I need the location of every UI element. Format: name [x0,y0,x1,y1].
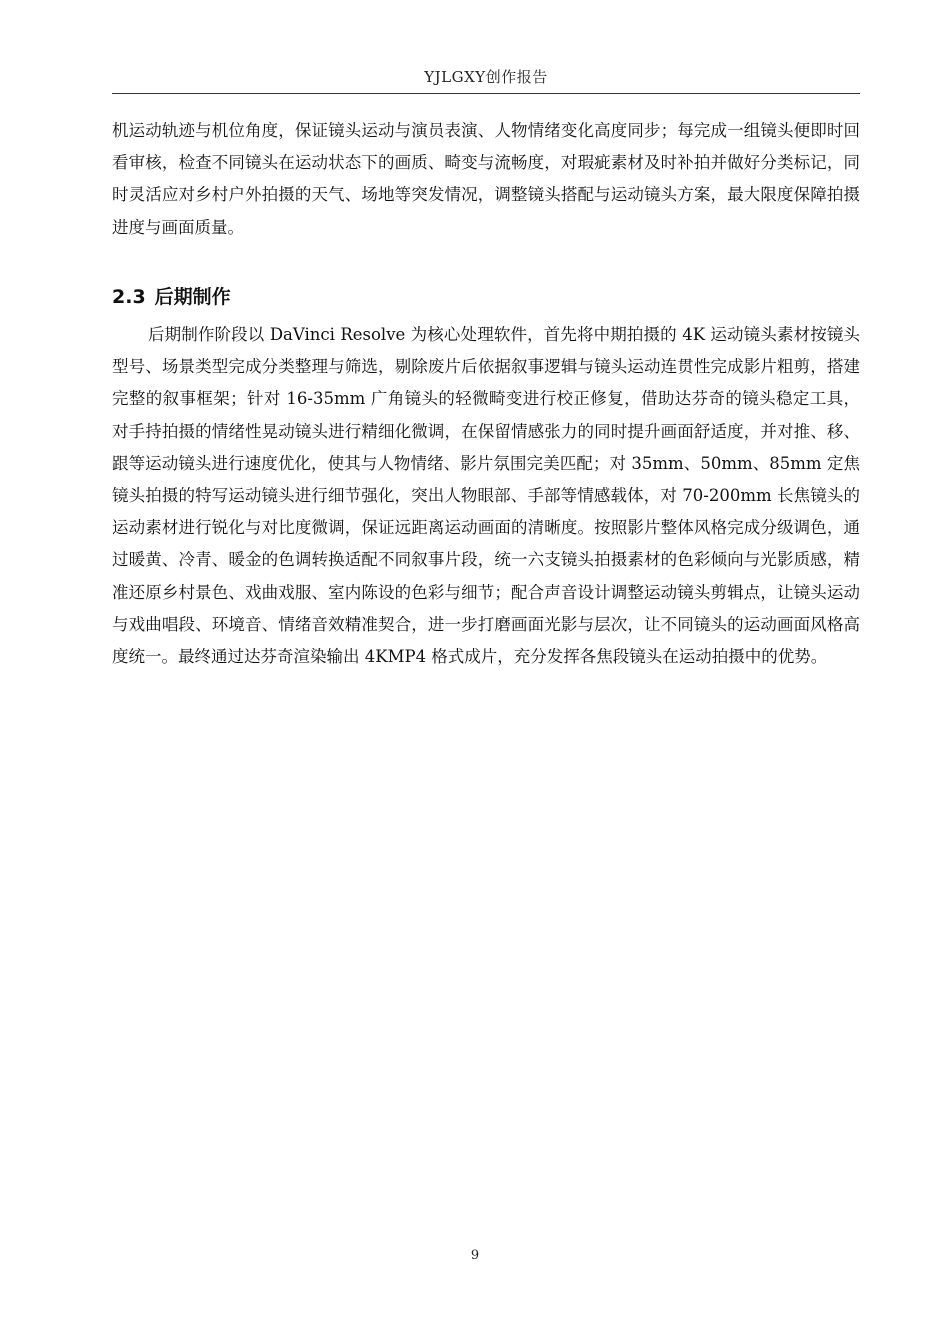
header-divider [112,93,860,94]
section-title: 后期制作 [154,286,231,308]
body-paragraph-post-production: 后期制作阶段以 DaVinci Resolve 为核心处理软件，首先将中期拍摄的 4K 运动镜头素材按镜头型号、场景类型完成分类整理与筛选，剔除废片后依据叙事逻辑与镜头运动连贯性完成影片粗剪，搭建完整的叙事框架；针对 16-35mm 广角镜头的轻微畸变进行校正修复，借助达芬奇的镜头稳定工具，对手持拍摄的情绪性晃动镜头进行精细化微调，在保留情感张力的同时提升画面舒适度，并对推、移、跟等运动镜头进行速度优化，使其与人物情绪、影片氛围完美匹配；对 35mm、50mm、85mm 定焦镜头拍摄的特写运动镜头进行细节强化，突出人物眼部、手部等情感载体，对 70-200mm 长焦镜头的运动素材进行锐化与对比度微调，保证远距离运动画面的清晰度。按照影片整体风格完成分级调色，通过暖黄、冷青、暖金的色调转换适配不同叙事片段，统一六支镜头拍摄素材的色彩倾向与光影质感，精准还原乡村景色、戏曲戏服、室内陈设的色彩与细节；配合声音设计调整运动镜头剪辑点，让镜头运动与戏曲唱段、环境音、情绪音效精准契合，进一步打磨画面光影与层次，让不同镜头的运动画面风格高度统一。最终通过达芬奇渲染输出 4KMP4 格式成片，充分发挥各焦段镜头在运动拍摄中的优势。 [112,325,860,667]
running-header: YJLGXY创作报告 [424,68,548,86]
page-number: 9 [470,1248,480,1263]
section-number: 2.3 [112,286,146,308]
section-heading [112,282,231,312]
body-paragraph-continued: 机运动轨迹与机位角度，保证镜头运动与演员表演、人物情绪变化高度同步；每完成一组镜头便即时回看审核，检查不同镜头在运动状态下的画质、畸变与流畅度，对瑕疵素材及时补拍并做好分类标记，同时灵活应对乡村户外拍摄的天气、场地等突发情况，调整镜头搭配与运动镜头方案，最大限度保障拍摄进度与画面质量。 [112,121,860,237]
